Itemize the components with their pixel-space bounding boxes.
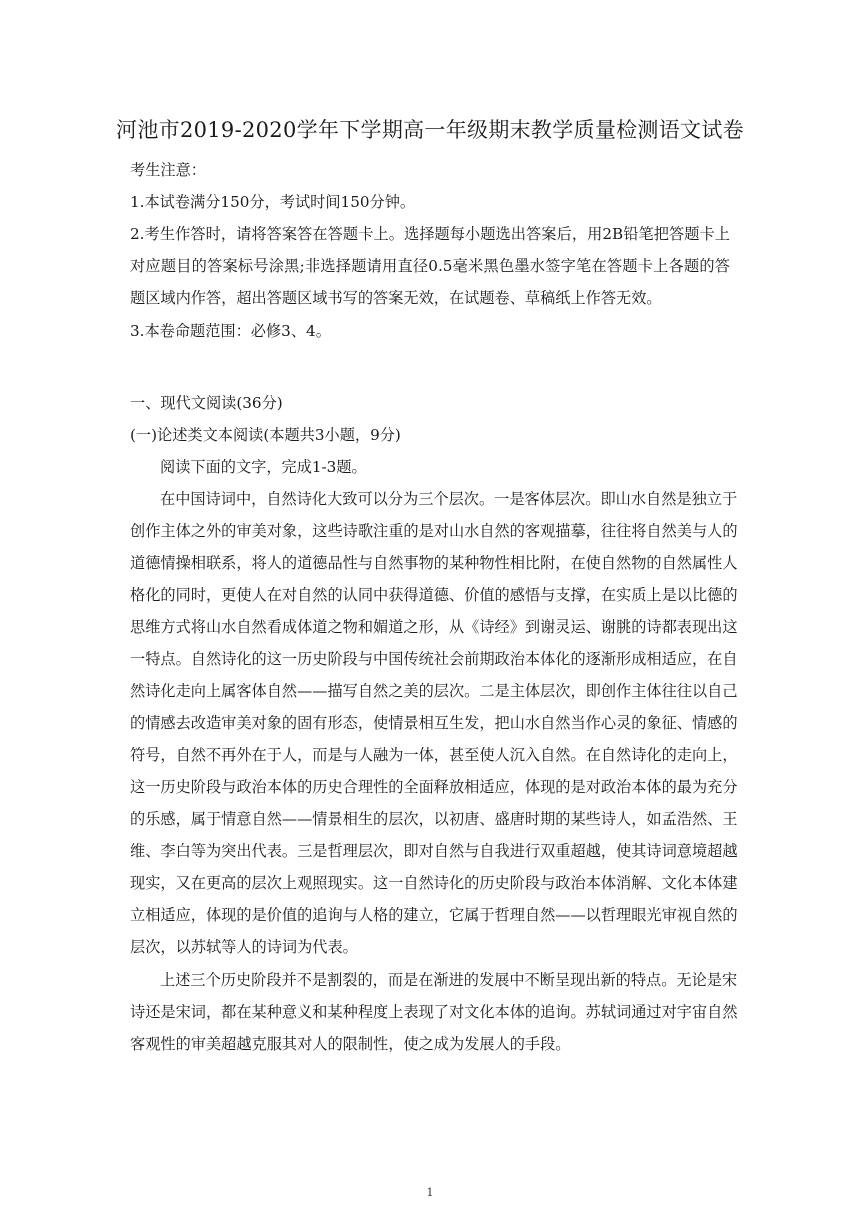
page-number: 1: [426, 1186, 434, 1199]
section-heading: 一、现代文阅读(36分): [130, 394, 283, 412]
paragraph-line: 上述三个历史阶段并不是割裂的，而是在渐进的发展中不断呈现出新的特点。无论是宋: [160, 971, 738, 989]
notice-item-2-line: 对应题目的答案标号涂黑;非选择题请用直径0.5毫米黑色墨水签字笔在答题卡上各题的答: [130, 257, 730, 275]
paragraph-line: 符号，自然不再外在于人，而是与人融为一体，甚至使人沉入自然。在自然诗化的走向上，: [130, 746, 738, 764]
notice-item-3: 3.本卷命题范围：必修3、4。: [130, 322, 331, 340]
reading-instruction: 阅读下面的文字，完成1-3题。: [160, 458, 367, 476]
paragraph-line: 现实，又在更高的层次上观照现实。这一自然诗化的历史阶段与政治本体消解、文化本体建: [130, 874, 738, 892]
paragraph-line: 的乐感，属于情意自然——情景相生的层次，以初唐、盛唐时期的某些诗人，如孟浩然、王: [130, 810, 738, 828]
paragraph-line: 诗还是宋词，都在某种意义和某种程度上表现了对文化本体的追询。苏轼词通过对宇宙自然: [130, 1003, 738, 1021]
paragraph-line: 这一历史阶段与政治本体的历史合理性的全面释放相适应，体现的是对政治本体的最为充分: [130, 778, 738, 796]
paragraph-line: 道德情操相联系，将人的道德品性与自然事物的某种物性相比附，在使自然物的自然属性人: [130, 554, 738, 572]
subsection-heading: (一)论述类文本阅读(本题共3小题，9分): [130, 426, 401, 444]
paragraph-line: 思维方式将山水自然看成体道之物和媚道之形，从《诗经》到谢灵运、谢朓的诗都表现出这: [130, 618, 738, 636]
paragraph-line: 的情感去改造审美对象的固有形态，使情景相互生发，把山水自然当作心灵的象征、情感的: [130, 714, 738, 732]
notice-item-2-line: 2.考生作答时，请将答案答在答题卡上。选择题每小题选出答案后，用2B铅笔把答题卡上: [130, 225, 730, 243]
notice-item-1: 1.本试卷满分150分，考试时间150分钟。: [130, 193, 416, 211]
notice-heading: 考生注意：: [130, 161, 206, 179]
paragraph-line: 层次，以苏轼等人的诗词为代表。: [130, 938, 358, 956]
paragraph-line: 创作主体之外的审美对象，这些诗歌注重的是对山水自然的客观描摹，往往将自然美与人的: [130, 522, 738, 540]
paragraph-line: 客观性的审美超越克服其对人的限制性，使之成为发展人的手段。: [130, 1035, 571, 1053]
paragraph-line: 格化的同时，更使人在对自然的认同中获得道德、价值的感悟与支撑，在实质上是以比德的: [130, 586, 738, 604]
paragraph-line: 在中国诗词中，自然诗化大致可以分为三个层次。一是客体层次。即山水自然是独立于: [160, 490, 738, 508]
paragraph-line: 一特点。自然诗化的这一历史阶段与中国传统社会前期政治本体化的逐渐形成相适应，在自: [130, 650, 738, 668]
notice-item-2-line: 题区域内作答，超出答题区域书写的答案无效，在试题卷、草稿纸上作答无效。: [130, 289, 662, 307]
exam-title: 河池市2019-2020学年下学期高一年级期末教学质量检测语文试卷: [116, 118, 744, 142]
paragraph-line: 然诗化走向上属客体自然——描写自然之美的层次。二是主体层次，即创作主体往往以自己: [130, 682, 738, 700]
paragraph-line: 立相适应，体现的是价值的追询与人格的建立，它属于哲理自然——以哲理眼光审视自然的: [130, 906, 738, 924]
paragraph-line: 维、李白等为突出代表。三是哲理层次，即对自然与自我进行双重超越，使其诗词意境超越: [130, 842, 738, 860]
